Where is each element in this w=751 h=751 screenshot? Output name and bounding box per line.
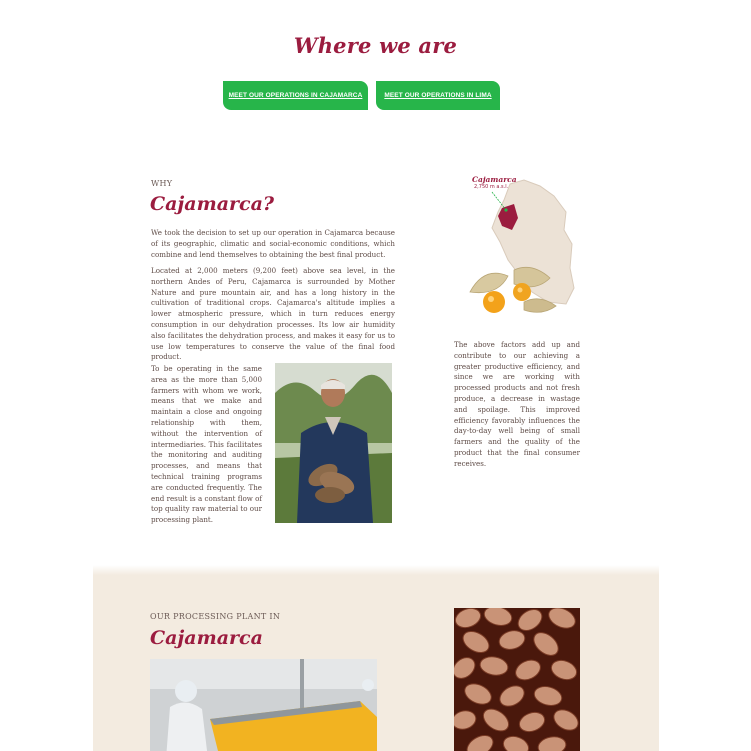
- map-altitude-label: 2,750 m a.s.l.: [474, 184, 509, 190]
- map-region-label: Cajamarca: [472, 175, 517, 184]
- why-title: Cajamarca?: [150, 193, 275, 215]
- plant-eyebrow: OUR PROCESSING PLANT IN: [150, 612, 281, 621]
- intro-paragraph: We took the decision to set up our operation in Cajamarca because of its geographic, climatic and social-economic conditions, which combine and lend themselves to obtaining the best final product.: [151, 228, 395, 259]
- meet-cajamarca-button[interactable]: MEET OUR OPERATIONS IN CAJAMARCA: [223, 81, 368, 110]
- farmer-photo: [275, 363, 392, 523]
- farmers-paragraph: To be operating in the same area as the more than 5,000 farmers with whom we work, means that we make and maintain a close and ongoing relationship with them, without the intervention of intermediaries. This facilitates the monitoring and auditing processes, and means that technical training programs are conducted frequently. The end result is a constant flow of top quality raw material to our processing plant.: [151, 364, 262, 525]
- plant-title: Cajamarca: [150, 627, 263, 649]
- processing-plant-photo: [150, 659, 377, 751]
- why-eyebrow: WHY: [151, 179, 173, 188]
- efficiency-paragraph: The above factors add up and contribute to our achieving a greater productive efficiency, and since we are working with processed products and not fresh produce, a decrease in wastage and spoilage. This improved efficiency favorably influences the day-to-day well being of small farmers and the quality of the product that the final consumer receives.: [454, 340, 580, 468]
- goldenberry-illustration: [464, 262, 560, 318]
- meet-lima-button[interactable]: MEET OUR OPERATIONS IN LIMA: [376, 81, 500, 110]
- cacao-beans-photo: [454, 608, 580, 751]
- location-paragraph: Located at 2,000 meters (9,200 feet) above sea level, in the northern Andes of Peru, Cajamarca is surrounded by Mother Nature and pure mountain air, and has a long history in the cultivation of traditional crops. Cajamarca's altitude implies a lower atmospheric pressure, which in turn reduces energy consumption in our dehydration processes. Its low air humidity also facilitates the dehydration process, and makes it easy for us to use low temperatures to conserve the value of the final food product.: [151, 266, 395, 362]
- page-title: Where we are: [293, 33, 458, 58]
